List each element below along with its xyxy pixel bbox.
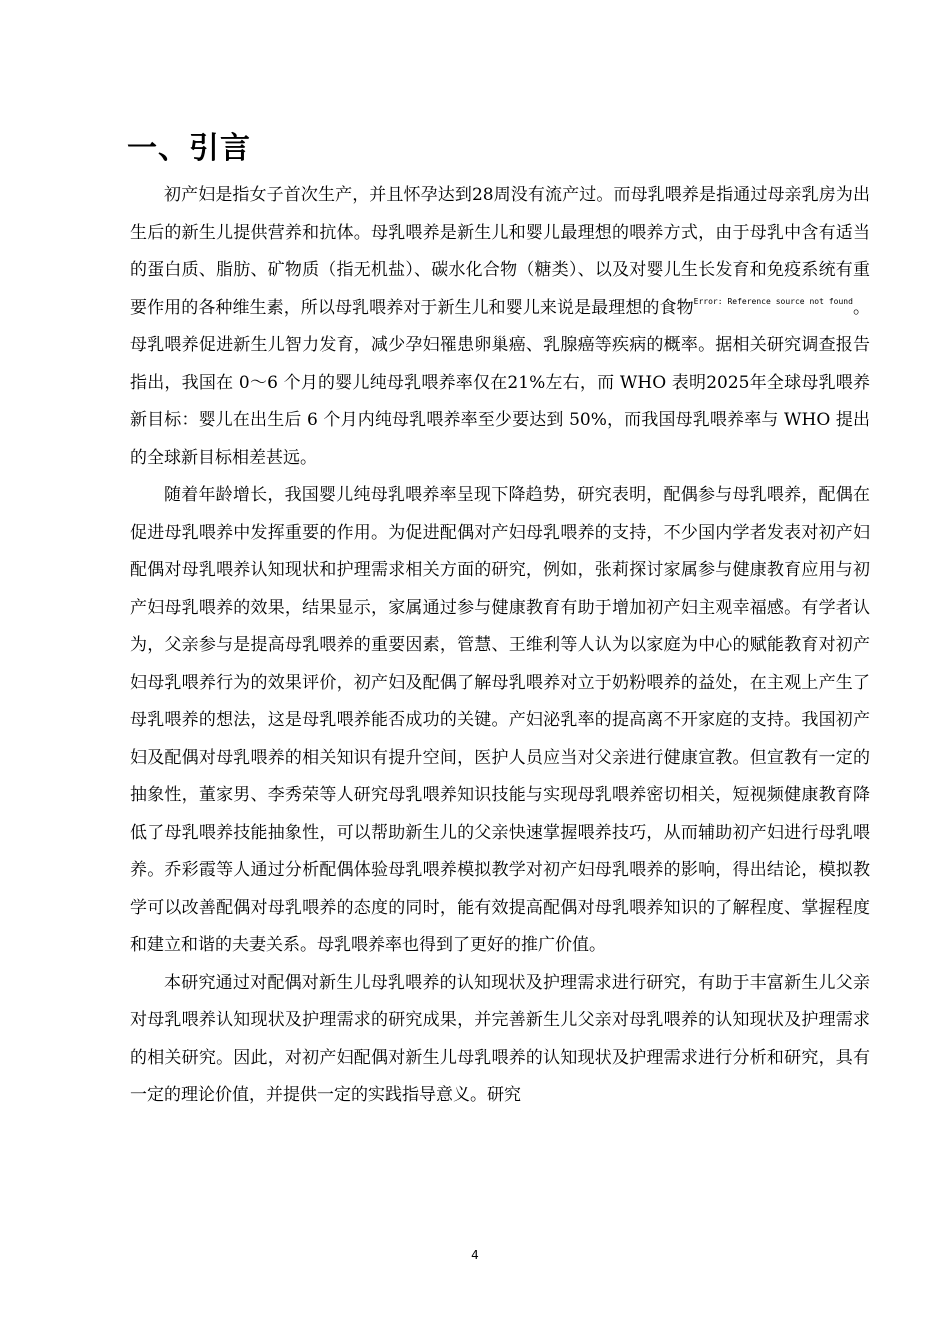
paragraph-2: 随着年龄增长，我国婴儿纯母乳喂养率呈现下降趋势，研究表明，配偶参与母乳喂养，配偶在促进母乳喂养中发挥重要的作用。为促进配偶对产妇母乳喂养的支持，不少国内学者发表对初产妇配偶对母乳喂养认知现状和护理需求相关方面的研究，例如，张莉探讨家属参与健康教育应用与初产妇母乳喂养的效果，结果显示，家属通过参与健康教育有助于增加初产妇主观幸福感。有学者认为，父亲参与是提高母乳喂养的重要因素，管慧、王维利等人认为以家庭为中心的赋能教育对初产妇母乳喂养行为的效果评价，初产妇及配偶了解母乳喂养对立于奶粉喂养的益处，在主观上产生了母乳喂养的想法，这是母乳喂养能否成功的关键。产妇泌乳率的提高离不开家庭的支持。我国初产妇及配偶对母乳喂养的相关知识有提升空间，医护人员应当对父亲进行健康宣教。但宣教有一定的抽象性，董家男、李秀荣等人研究母乳喂养知识技能与实现母乳喂养密切相关，短视频健康教育降低了母乳喂养技能抽象性，可以帮助新生儿的父亲快速掌握喂养技巧，从而辅助初产妇进行母乳喂养。乔彩霞等人通过分析配偶体验母乳喂养模拟教学对初产妇母乳喂养的影响，得出结论，模拟教学可以改善配偶对母乳喂养的态度的同时，能有效提高配偶对母乳喂养知识的了解程度、掌握程度和建立和谐的夫妻关系。母乳喂养率也得到了更好的推广价值。 <box>130 485 870 955</box>
body-text <box>130 177 870 1115</box>
section-heading: 一、引言 <box>127 131 251 166</box>
reference-error-note: Error: Reference source not found <box>693 296 853 306</box>
paragraph-3: 本研究通过对配偶对新生儿母乳喂养的认知现状及护理需求进行研究，有助于丰富新生儿父亲对母乳喂养认知现状及护理需求的研究成果，并完善新生儿父亲对母乳喂养的认知现状及护理需求的相关研究。因此，对初产妇配偶对新生儿母乳喂养的认知现状及护理需求进行分析和研究，具有一定的理论价值，并提供一定的实践指导意义。研究 <box>130 972 870 1105</box>
paragraph-1 <box>130 177 870 477</box>
paragraph-1-text: 初产妇是指女子首次生产，并且怀孕达到28周没有流产过。而母乳喂养是指通过母亲乳房为出生后的新生儿提供营养和抗体。母乳喂养是新生儿和婴儿最理想的喂养方式，由于母乳中含有适当的蛋白质、脂肪、矿物质（指无机盐）、碳水化合物（糖类）、以及对婴儿生长发育和免疫系统有重要作用的各种维生素，所以母乳喂养对于新生儿和婴儿来说是最理想的食物 <box>130 185 870 318</box>
page-number: 4 <box>471 1248 479 1262</box>
paragraph-1-continued: 。母乳喂养促进新生儿智力发育，减少孕妇罹患卵巢癌、乳腺癌等疾病的概率。据相关研究调查报告指出，我国在 0～6 个月的婴儿纯母乳喂养率仅在21%左右，而 WHO 表明2025年全球母乳喂养新目标：婴儿在出生后 6 个月内纯母乳喂养率至少要达到 50%，而我国母乳喂养率与 WHO 提出的全球新目标相差甚远。 <box>130 297 871 468</box>
